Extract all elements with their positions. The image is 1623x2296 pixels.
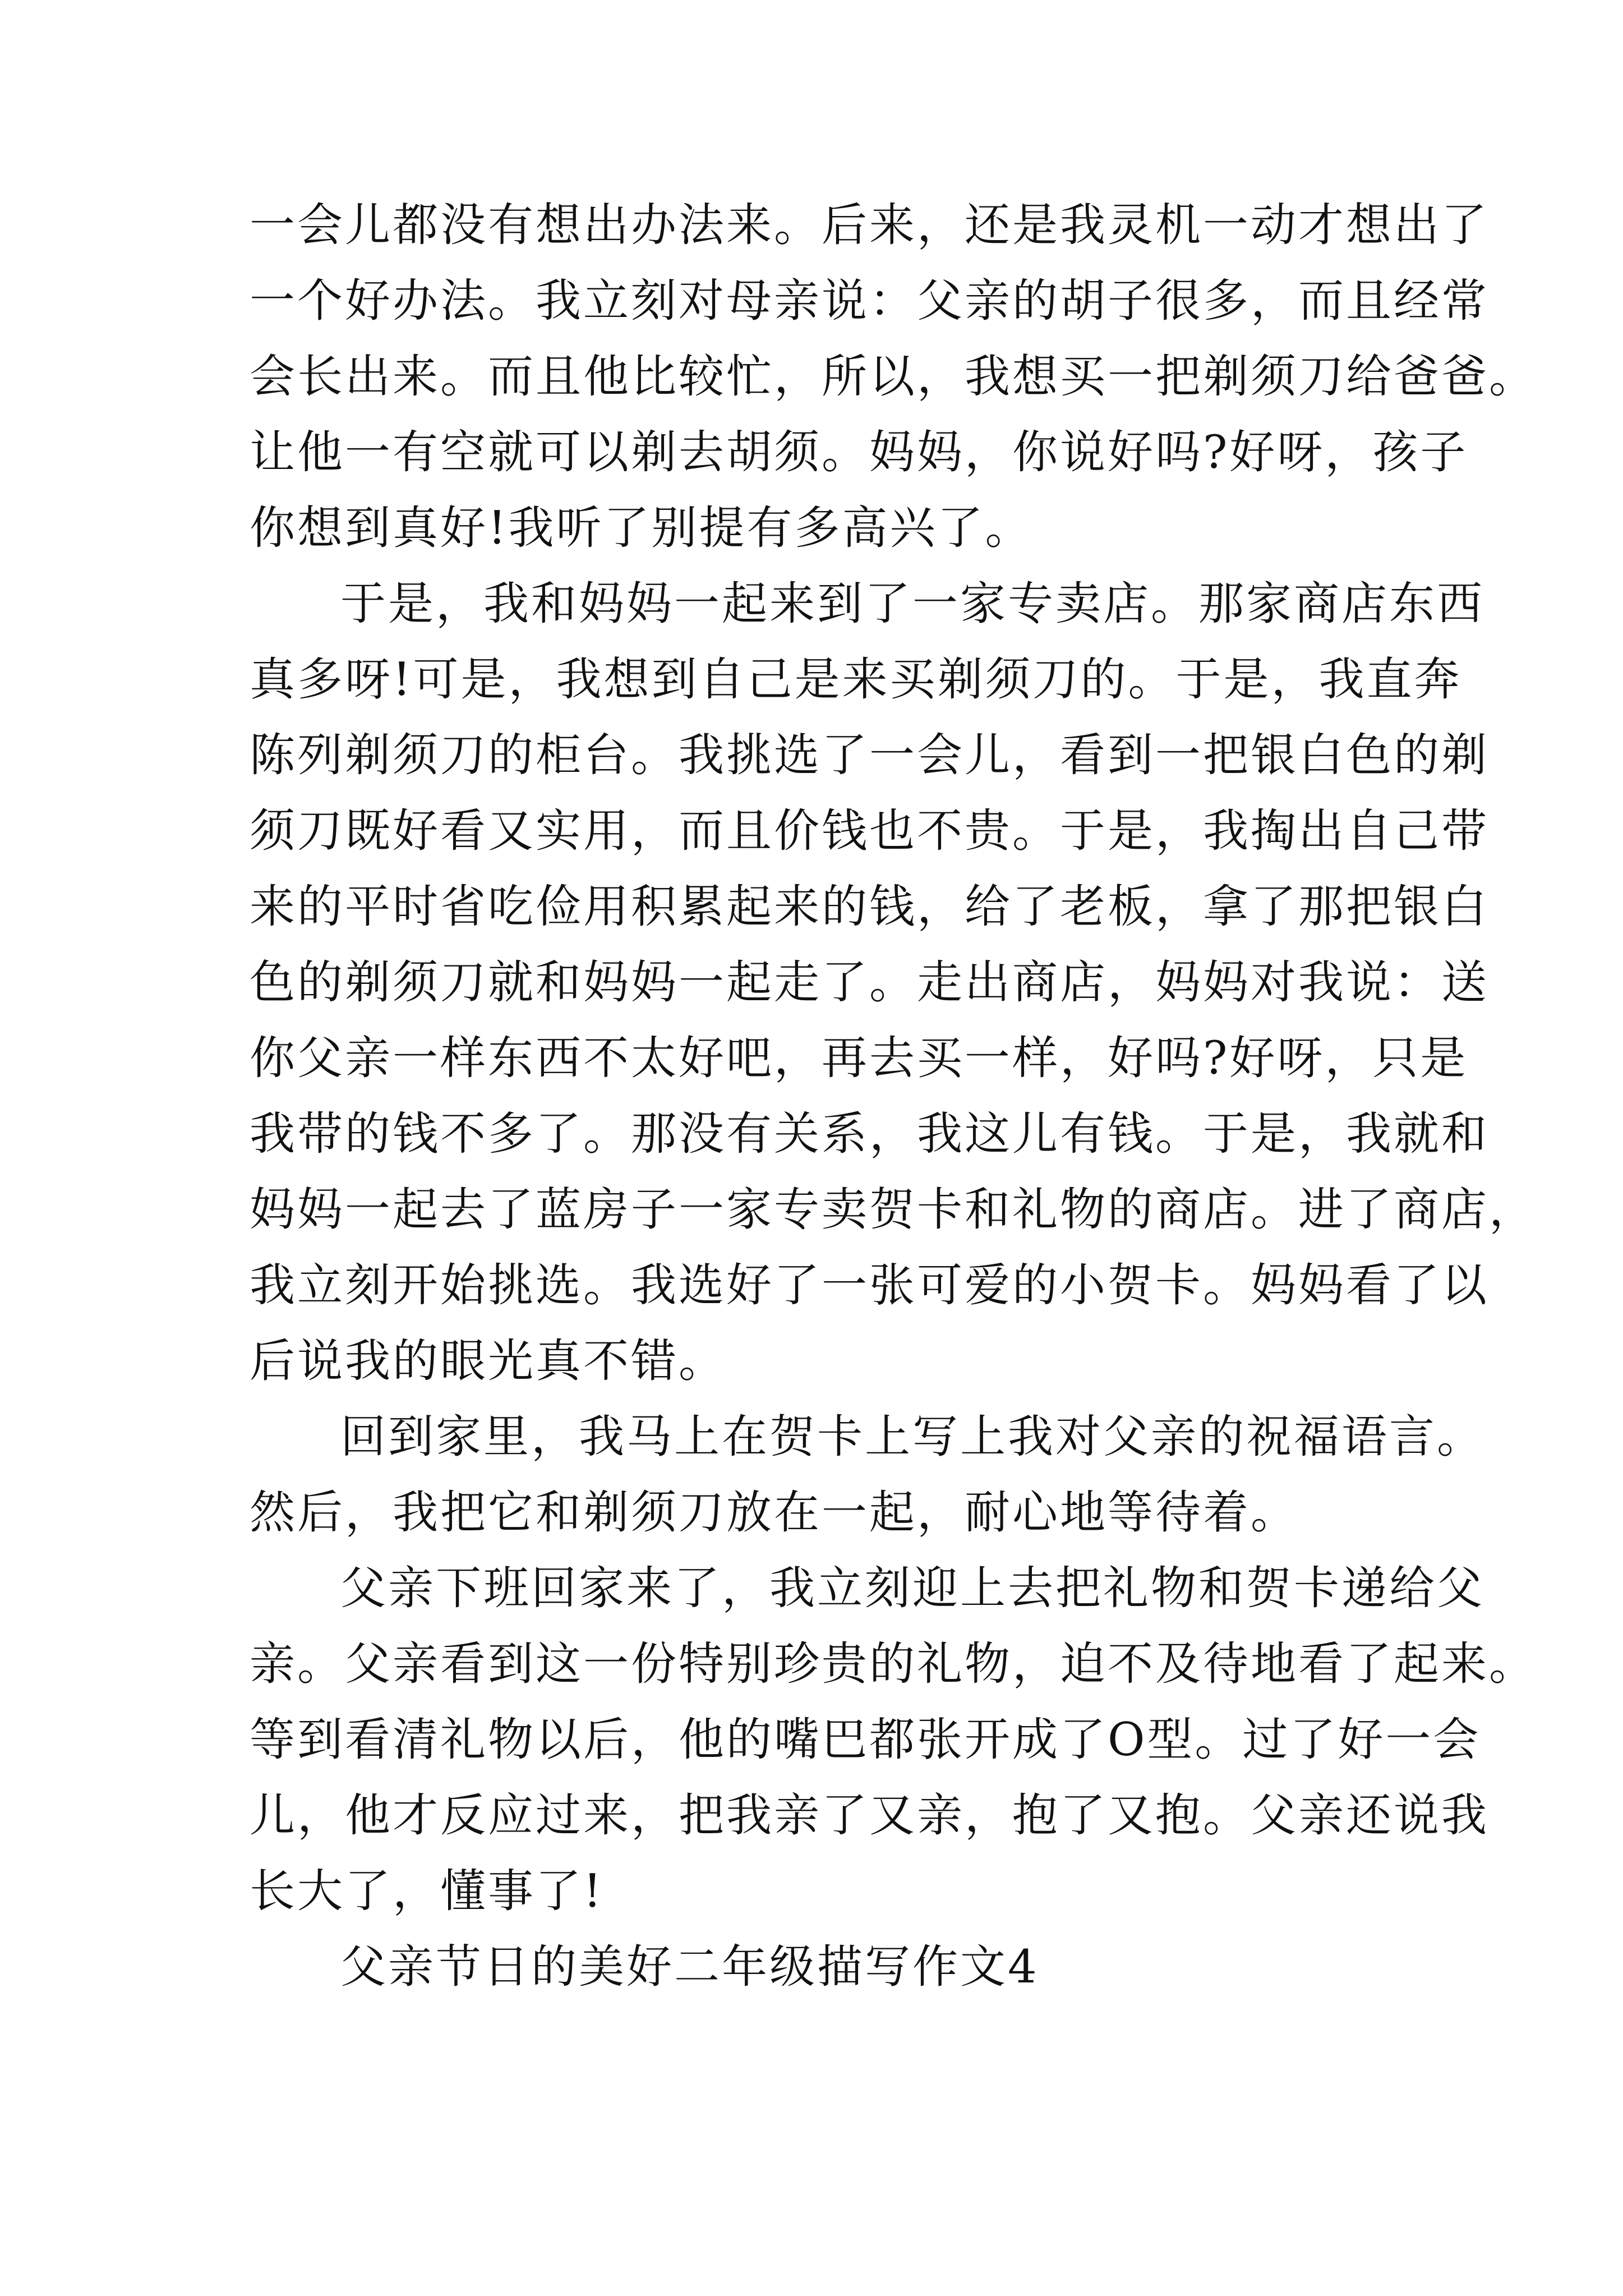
text-line: 儿，他才反应过来，把我亲了又亲，抱了又抱。父亲还说我 [250, 1789, 1490, 1842]
text-line: 亲。父亲看到这一份特别珍贵的礼物，迫不及待地看了起来。 [250, 1638, 1537, 1691]
section-heading: 父亲节日的美好二年级描写作文4 [340, 1941, 1039, 1994]
text-line: 后说我的眼光真不错。 [250, 1335, 727, 1388]
text-line: 你想到真好!我听了别提有多高兴了。 [250, 502, 1033, 555]
text-line: 陈列剃须刀的柜台。我挑选了一会儿，看到一把银白色的剃 [250, 729, 1490, 782]
text-line: 让他一有空就可以剃去胡须。妈妈，你说好吗?好呀，孩子 [250, 426, 1468, 479]
text-line: 一个好办法。我立刻对母亲说：父亲的胡子很多，而且经常 [250, 275, 1490, 328]
text-line: 真多呀!可是，我想到自己是来买剃须刀的。于是，我直奔 [250, 654, 1462, 706]
text-line: 须刀既好看又实用，而且价钱也不贵。于是，我掏出自己带 [250, 805, 1490, 858]
text-line: 然后，我把它和剃须刀放在一起，耐心地等待着。 [250, 1487, 1299, 1539]
text-line: 会长出来。而且他比较忙，所以，我想买一把剃须刀给爸爸。 [250, 351, 1537, 403]
text-line: 你父亲一样东西不太好吧，再去买一样，好吗?好呀，只是 [250, 1032, 1468, 1085]
text-line: 我立刻开始挑选。我选好了一张可爱的小贺卡。妈妈看了以 [250, 1259, 1490, 1312]
text-line: 等到看清礼物以后，他的嘴巴都张开成了O型。过了好一会 [250, 1714, 1481, 1766]
text-line: 妈妈一起去了蓝房子一家专卖贺卡和礼物的商店。进了商店， [250, 1184, 1537, 1236]
paragraph-start-line: 父亲下班回家来了，我立刻迎上去把礼物和贺卡递给父 [340, 1562, 1485, 1615]
paragraph-start-line: 于是，我和妈妈一起来到了一家专卖店。那家商店东西 [340, 578, 1485, 631]
text-line: 长大了，懂事了! [250, 1865, 604, 1918]
essay-body [250, 188, 1537, 2005]
text-line: 一会儿都没有想出办法来。后来，还是我灵机一动才想出了 [250, 199, 1490, 252]
text-line: 我带的钱不多了。那没有关系，我这儿有钱。于是，我就和 [250, 1108, 1490, 1161]
text-line: 来的平时省吃俭用积累起来的钱，给了老板，拿了那把银白 [250, 881, 1490, 933]
paragraph-start-line: 回到家里，我马上在贺卡上写上我对父亲的祝福语言。 [340, 1411, 1485, 1464]
text-line: 色的剃须刀就和妈妈一起走了。走出商店，妈妈对我说：送 [250, 956, 1490, 1009]
